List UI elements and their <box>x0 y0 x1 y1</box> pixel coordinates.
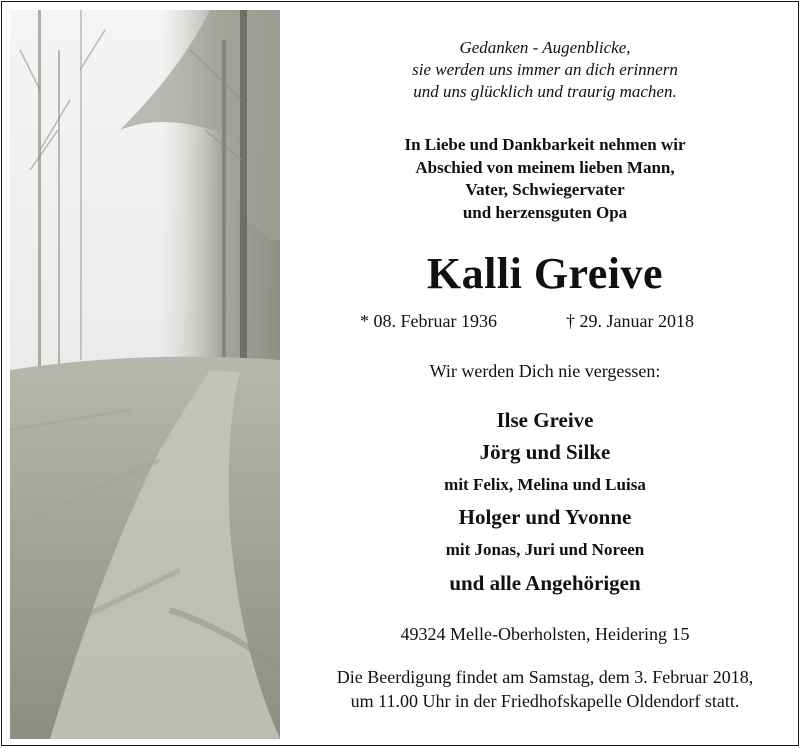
poem-line: Gedanken - Augenblicke, <box>459 38 631 57</box>
deceased-name: Kalli Greive <box>426 249 664 298</box>
birth-date: * 08. Februar 1936 <box>360 311 497 331</box>
mourner-children: mit Jonas, Juri und Noreen <box>445 540 645 559</box>
poem-line: sie werden uns immer an dich erinnern <box>412 60 678 79</box>
funeral-line: Die Beerdigung findet am Samstag, dem 3. Februar 2018, <box>336 667 754 687</box>
intro-line: Vater, Schwiegervater <box>465 180 625 199</box>
mourner-relatives: und alle Angehörigen <box>449 571 641 595</box>
family-address: 49324 Melle-Oberholsten, Heidering 15 <box>400 624 690 644</box>
funeral-notice <box>298 665 792 713</box>
forest-path-image <box>10 10 280 739</box>
intro-text <box>298 134 792 224</box>
funeral-line: um 11.00 Uhr in der Friedhofskapelle Oldendorf statt. <box>350 691 740 711</box>
mourner-family: Jörg und Silke <box>479 440 611 464</box>
mourners-list <box>298 404 792 600</box>
mourner-family: Holger und Yvonne <box>458 505 632 529</box>
death-date: † 29. Januar 2018 <box>566 311 694 331</box>
mourner-children: mit Felix, Melina und Luisa <box>444 475 646 494</box>
intro-line: Abschied von meinem lieben Mann, <box>415 157 675 177</box>
mourner-wife: Ilse Greive <box>496 408 594 432</box>
intro-line: In Liebe und Dankbarkeit nehmen wir <box>404 135 686 154</box>
poem-line: und uns glücklich und traurig machen. <box>413 82 677 101</box>
obituary-card <box>1 1 799 746</box>
intro-line: und herzensguten Opa <box>462 202 628 222</box>
poem <box>298 37 792 103</box>
remembrance-line: Wir werden Dich nie vergessen: <box>429 361 661 381</box>
